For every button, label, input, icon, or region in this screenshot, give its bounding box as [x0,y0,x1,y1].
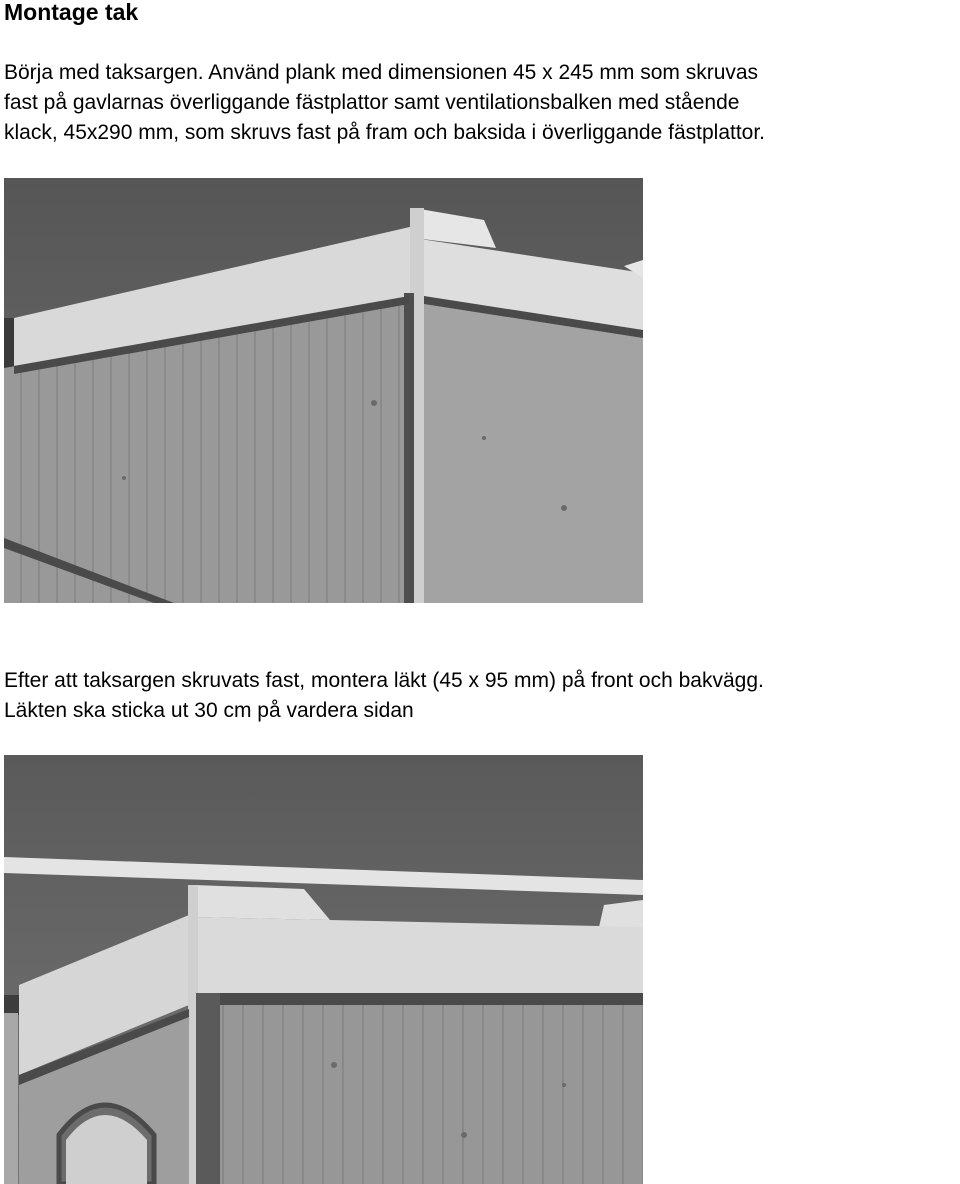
roof-frame-photo-2 [4,755,643,1184]
roof-frame-photo-1 [4,178,643,603]
instruction-paragraph-1: Börja med taksargen. Använd plank med dimensionen 45 x 245 mm som skruvas fast på gavlarnas överliggande fästplattor samt ventilationsbalken med stående klack, 45x290 mm, som skruvs fast på fram och baksida i överliggande fästplattor. [4,61,766,144]
page-title: Montage tak [4,0,139,25]
instruction-paragraph-2: Efter att taksargen skruvats fast, montera läkt (45 x 95 mm) på front och bakvägg. Läkten ska sticka ut 30 cm på vardera sidan [4,669,764,722]
